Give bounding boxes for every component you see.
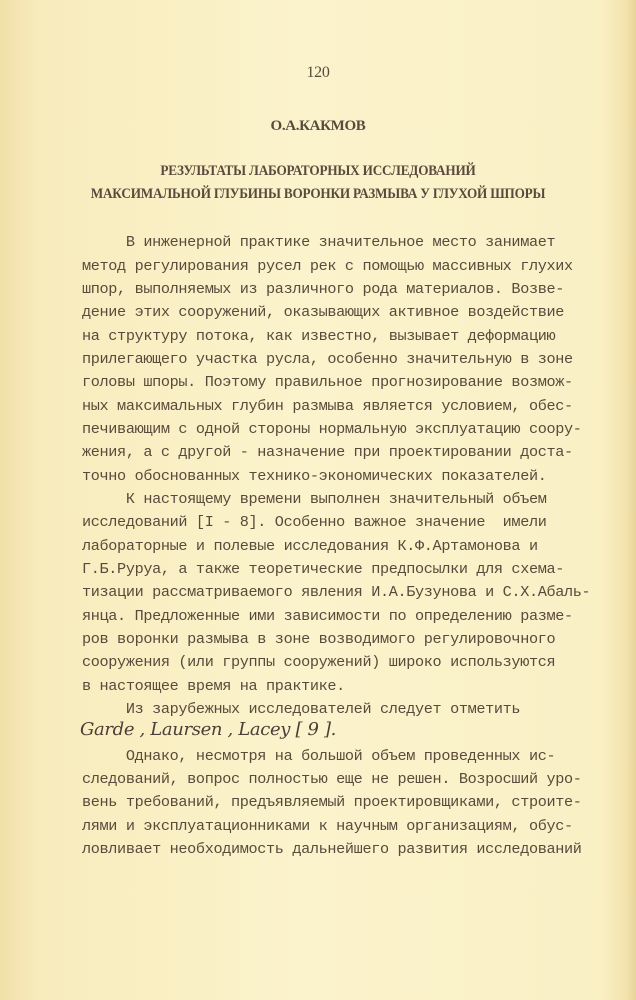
body-line: лабораторные и полевые исследования К.Ф.Артамонова и	[82, 537, 538, 555]
body-line: сооружения (или группы сооружений) широко используются	[82, 653, 556, 671]
body-line: шпор, выполняемых из различного рода материалов. Возве-	[82, 280, 565, 298]
body-line: жения, а с другой - назначение при проектировании доста-	[82, 443, 573, 461]
body-line: Из зарубежных исследователей следует отметить	[82, 700, 521, 718]
body-line: ров воронки размыва в зоне возводимого регулировочного	[82, 630, 556, 648]
body-line: ных максимальных глубин размыва является условием, обес-	[82, 397, 573, 415]
body-line: тизации рассматриваемого явления И.А.Бузунова и С.Х.Абаль-	[82, 583, 591, 601]
body-line: точно обоснованных технико-экономических показателей.	[82, 467, 547, 485]
handwritten-references: Garde , Laursen , Lacey [ 9 ].	[80, 719, 337, 740]
body-line: на структуру потока, как известно, вызывает деформацию	[82, 327, 556, 345]
body-line: Однако, несмотря на большой объем проведенных ис-	[82, 747, 556, 765]
body-line: лями и эксплуатационниками к научным организациям, обус-	[82, 817, 573, 835]
author-name: О.А.КАКМОВ	[270, 118, 366, 134]
body-line: вень требований, предъявляемый проектировщиками, строите-	[82, 793, 582, 811]
body-line: исследований [I - 8]. Особенно важное значение имели	[82, 513, 547, 531]
body-line: в настоящее время на практике.	[82, 677, 345, 695]
body-line: дение этих сооружений, оказывающих активное воздействие	[82, 303, 565, 321]
title-line-2: МАКСИМАЛЬНОЙ ГЛУБИНЫ ВОРОНКИ РАЗМЫВА У ГЛУХОЙ ШПОРЫ	[90, 186, 546, 202]
body-line: следований, вопрос полностью еще не решен. Возросший уро-	[82, 770, 582, 788]
title-line-1: РЕЗУЛЬТАТЫ ЛАБОРАТОРНЫХ ИССЛЕДОВАНИЙ	[160, 163, 476, 179]
body-line: головы шпоры. Поэтому правильное прогнозирование возмож-	[82, 373, 573, 391]
body-line: Г.Б.Руруа, а также теоретические предпосылки для схема-	[82, 560, 565, 578]
body-line: печивающим с одной стороны нормальную эксплуатацию соору-	[82, 420, 582, 438]
body-line: ловливает необходимость дальнейшего развития исследований	[82, 840, 582, 858]
body-line: К настоящему времени выполнен значительный объем	[82, 490, 547, 508]
body-line: метод регулирования русел рек с помощью массивных глухих	[82, 257, 573, 275]
body-line: янца. Предложенные ими зависимости по определению разме-	[82, 607, 573, 625]
page-number: 120	[306, 64, 330, 81]
body-line: В инженерной практике значительное место занимает	[82, 233, 556, 251]
body-line: прилегающего участка русла, особенно значительную в зоне	[82, 350, 573, 368]
